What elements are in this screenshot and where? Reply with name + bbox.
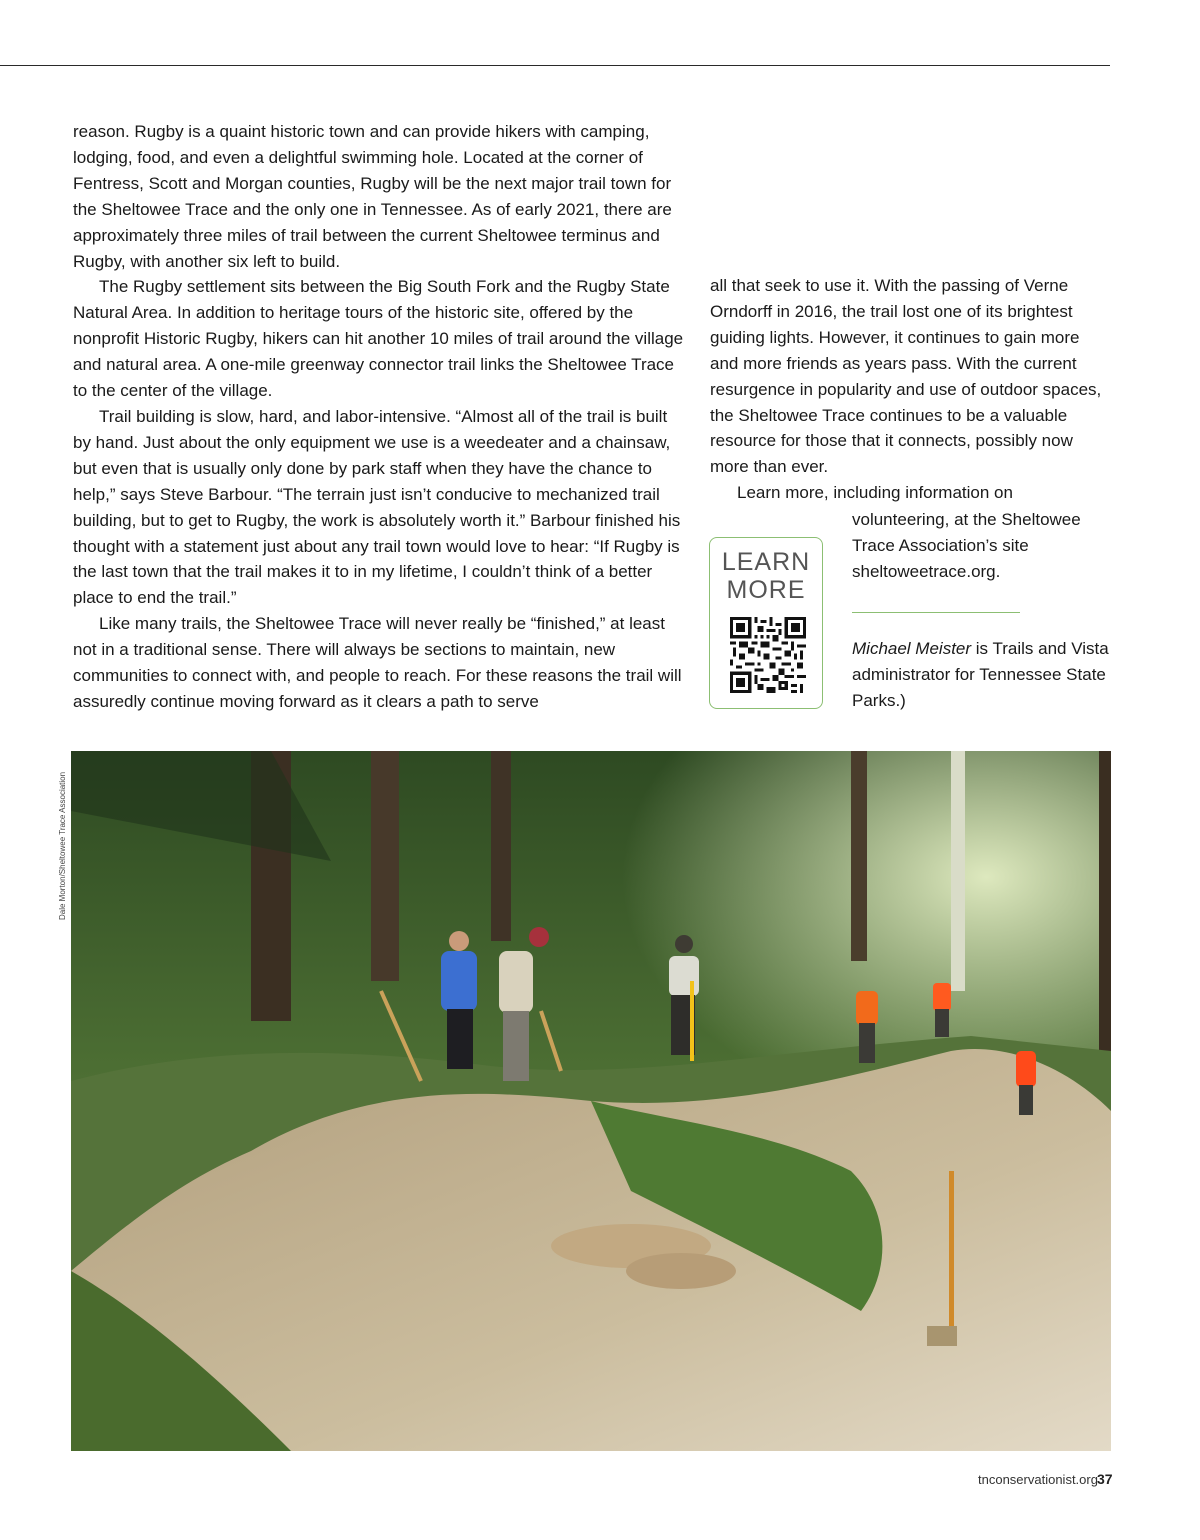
paragraph: all that seek to use it. With the passing of Verne Orndorff in 2016, the trail lost one of its brightest guiding lights. However, it continues to gain more and more friends as years pass. With the current resurgence in popularity and use of outdoor spaces, the Sheltowee Trace continues to be a valuable resource for those that it connects, possibly now more than ever.: [710, 276, 1102, 477]
learn-more-line: LEARN: [721, 548, 811, 576]
paragraph: Like many trails, the Sheltowee Trace will never really be “finished,” at least not in a traditional sense. There will always be sections to maintain, new communities to connect with, and people to reach. For these reasons the trail will assuredly continue moving forward as it clears a path to serve: [73, 614, 682, 711]
author-name: Michael Meister: [852, 639, 972, 658]
learn-more-heading: [710, 548, 822, 604]
divider: [852, 612, 1020, 613]
photo-credit: Dale Morton/Sheltowee Trace Association: [58, 771, 67, 920]
header-rule: [0, 65, 1110, 66]
left-text-column: [73, 119, 688, 715]
right-text-column: [710, 273, 1105, 506]
trail-crew-photo: [71, 751, 1111, 1451]
paragraph: The Rugby settlement sits between the Big South Fork and the Rugby State Natural Area. In addition to heritage tours of the historic site, offered by the nonprofit Historic Rugby, hikers can hit another 10 miles of trail around the village and natural area. A one-mile greenway connector trail links the Sheltowee Trace to the center of the village.: [73, 277, 684, 401]
author-role: is Trails and Vista administrator for Tennessee State Parks.): [852, 639, 1109, 710]
trail-worker: [933, 983, 951, 1037]
paragraph: Learn more, including information on: [737, 483, 1013, 503]
sidebar-text: [852, 507, 1112, 585]
paragraph: volunteering, at the Sheltowee Trace Association’s site sheltoweetrace.org.: [852, 510, 1081, 581]
page-number: 37: [1097, 1471, 1113, 1487]
footer-website: tnconservationist.org: [978, 1472, 1098, 1487]
trail-worker: [1016, 1051, 1036, 1115]
qr-code-icon[interactable]: [730, 617, 806, 693]
paragraph: reason. Rugby is a quaint historic town and can provide hikers with camping, lodging, food, and even a delightful swimming hole. Located at the corner of Fentress, Scott and Morgan counties, Rugby will be the next major trail town for the Sheltowee Trace and the only one in Tennessee. As of early 2021, there are approximately three miles of trail between the current Sheltowee terminus and Rugby, with another six left to build.: [73, 122, 672, 271]
author-bio: [852, 636, 1112, 714]
paragraph: Trail building is slow, hard, and labor-intensive. “Almost all of the trail is built by hand. Just about the only equipment we use is a weedeater and a chainsaw, but even that is usually only done by park staff when they have the chance to help,” says Steve Barbour. “The terrain just isn’t conducive to mechanized trail building, but to get to Rugby, the work is absolutely worth it.” Barbour finished his thought with a statement just about any trail town would love to hear: “If Rugby is the last town that the trail makes it to in my lifetime, I couldn’t think of a better place to end the trail.”: [73, 406, 681, 608]
learn-more-box[interactable]: [709, 537, 823, 709]
learn-more-line: MORE: [726, 576, 806, 604]
trail-worker: [856, 991, 878, 1063]
